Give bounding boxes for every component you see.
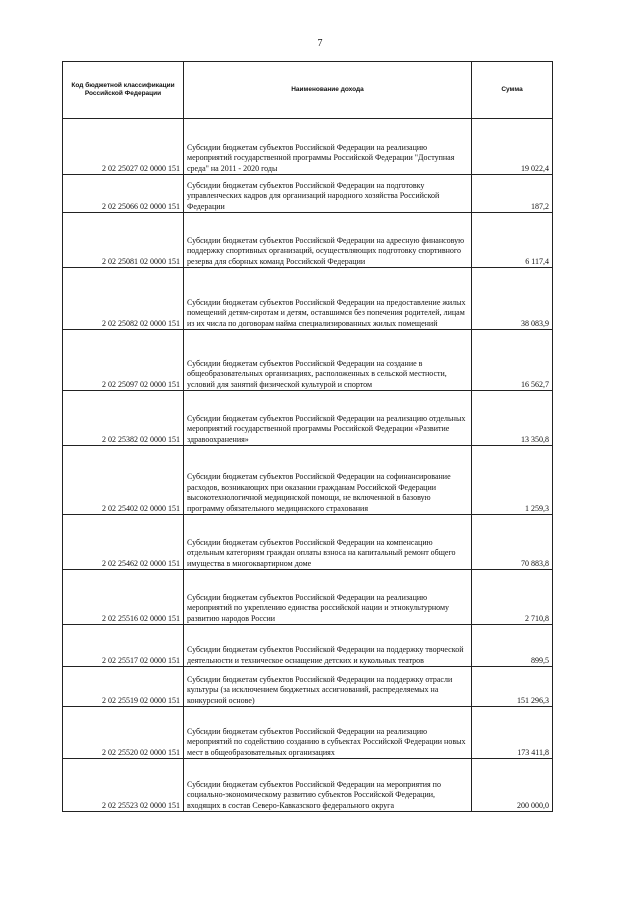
- table-row: [63, 391, 553, 446]
- table-row: [63, 446, 553, 515]
- sum-cell: 1 259,3: [472, 446, 553, 515]
- table-row: [63, 213, 553, 268]
- name-cell: Субсидии бюджетам субъектов Российской Федерации на реализацию мероприятий по укреплению единства российской нации и этнокультурному развитию народов России: [184, 570, 472, 625]
- code-cell: 2 02 25097 02 0000 151: [63, 330, 184, 391]
- code-cell: 2 02 25523 02 0000 151: [63, 759, 184, 812]
- code-cell: 2 02 25382 02 0000 151: [63, 391, 184, 446]
- name-cell: Субсидии бюджетам субъектов Российской Федерации на реализацию мероприятий по содействию созданию в субъектах Российской Федерации новых мест в общеобразовательных организациях: [184, 707, 472, 759]
- name-cell: Субсидии бюджетам субъектов Российской Федерации на компенсацию отдельным категориям граждан оплаты взноса на капитальный ремонт общего имущества в многоквартирном доме: [184, 515, 472, 570]
- header-code: Код бюджетной классификации Российской Федерации: [63, 62, 184, 119]
- sum-cell: 70 883,8: [472, 515, 553, 570]
- table-row: [63, 119, 553, 175]
- table-header-row: [63, 62, 553, 119]
- table-row: [63, 268, 553, 330]
- code-cell: 2 02 25081 02 0000 151: [63, 213, 184, 268]
- name-cell: Субсидии бюджетам субъектов Российской Федерации на мероприятия по социально-экономическому развитию субъектов Российской Федерации, входящих в состав Северо-Кавказского федерального округа: [184, 759, 472, 812]
- sum-cell: 173 411,8: [472, 707, 553, 759]
- table-row: [63, 759, 553, 812]
- code-cell: 2 02 25520 02 0000 151: [63, 707, 184, 759]
- name-cell: Субсидии бюджетам субъектов Российской Федерации на реализацию отдельных мероприятий государственной программы Российской Федерации «Развитие здравоохранения»: [184, 391, 472, 446]
- name-cell: Субсидии бюджетам субъектов Российской Федерации на реализацию мероприятий государственной программы Российской Федерации "Доступная среда" на 2011 - 2020 годы: [184, 119, 472, 175]
- sum-cell: 899,5: [472, 625, 553, 667]
- name-cell: Субсидии бюджетам субъектов Российской Федерации на подготовку управленческих кадров для организаций народного хозяйства Российской Федерации: [184, 175, 472, 213]
- sum-cell: 13 350,8: [472, 391, 553, 446]
- name-cell: Субсидии бюджетам субъектов Российской Федерации на софинансирование расходов, возникающих при оказании гражданам Российской Федерации высокотехнологичной медицинской помощи, не включенной в базовую программу обязательного медицинского страхования: [184, 446, 472, 515]
- header-sum: Сумма: [472, 62, 553, 119]
- name-cell: Субсидии бюджетам субъектов Российской Федерации на поддержку творческой деятельности и техническое оснащение детских и кукольных театров: [184, 625, 472, 667]
- sum-cell: 38 083,9: [472, 268, 553, 330]
- sum-cell: 200 000,0: [472, 759, 553, 812]
- table-row: [63, 330, 553, 391]
- table-row: [63, 175, 553, 213]
- code-cell: 2 02 25027 02 0000 151: [63, 119, 184, 175]
- name-cell: Субсидии бюджетам субъектов Российской Федерации на адресную финансовую поддержку спортивных организаций, осуществляющих подготовку спортивного резерва для сборных команд Российской Федерации: [184, 213, 472, 268]
- code-cell: 2 02 25066 02 0000 151: [63, 175, 184, 213]
- code-cell: 2 02 25402 02 0000 151: [63, 446, 184, 515]
- table-row: [63, 570, 553, 625]
- code-cell: 2 02 25519 02 0000 151: [63, 667, 184, 707]
- name-cell: Субсидии бюджетам субъектов Российской Федерации на предоставление жилых помещений детям-сиротам и детям, оставшимся без попечения родителей, лицам из их числа по договорам найма специализированных жилых помещений: [184, 268, 472, 330]
- header-name: Наименование дохода: [184, 62, 472, 119]
- code-cell: 2 02 25517 02 0000 151: [63, 625, 184, 667]
- code-cell: 2 02 25516 02 0000 151: [63, 570, 184, 625]
- sum-cell: 6 117,4: [472, 213, 553, 268]
- code-cell: 2 02 25462 02 0000 151: [63, 515, 184, 570]
- sum-cell: 16 562,7: [472, 330, 553, 391]
- page-number: 7: [317, 38, 323, 49]
- revenue-table: [62, 61, 553, 812]
- sum-cell: 19 022,4: [472, 119, 553, 175]
- table-row: [63, 667, 553, 707]
- code-cell: 2 02 25082 02 0000 151: [63, 268, 184, 330]
- table-row: [63, 707, 553, 759]
- table-row: [63, 625, 553, 667]
- sum-cell: 2 710,8: [472, 570, 553, 625]
- table-row: [63, 515, 553, 570]
- name-cell: Субсидии бюджетам субъектов Российской Федерации на создание в общеобразовательных организациях, расположенных в сельской местности, условий для занятий физической культурой и спортом: [184, 330, 472, 391]
- sum-cell: 187,2: [472, 175, 553, 213]
- sum-cell: 151 296,3: [472, 667, 553, 707]
- name-cell: Субсидии бюджетам субъектов Российской Федерации на поддержку отрасли культуры (за исключением бюджетных ассигнований, распределяемых на конкурсной основе): [184, 667, 472, 707]
